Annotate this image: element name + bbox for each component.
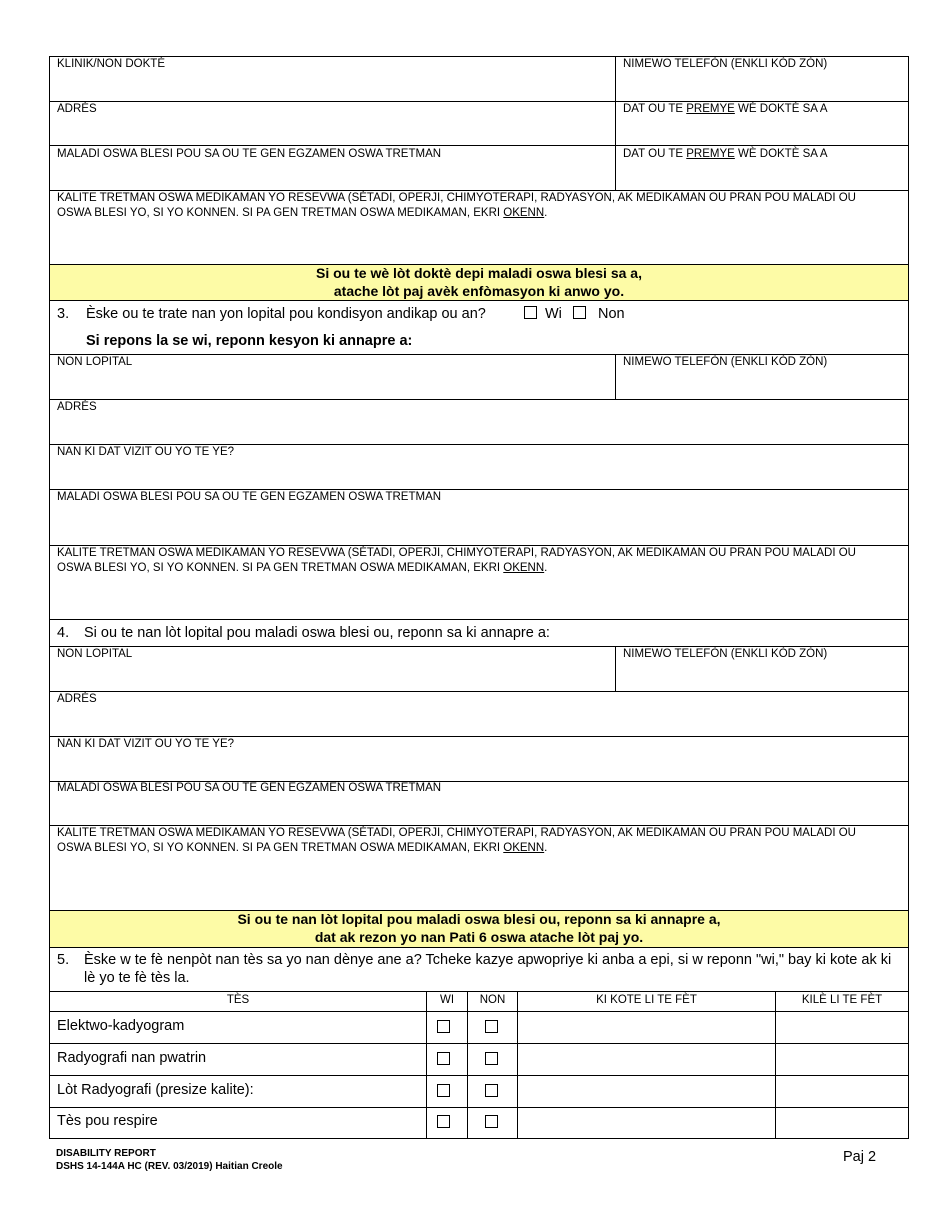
test-row-2-label: Radyografi nan pwatrin xyxy=(57,1050,207,1066)
q4-visit-date-label: NAN KI DAT VIZIT OU YO TE YE? xyxy=(57,738,235,750)
test-row-4-when-field[interactable] xyxy=(776,1108,908,1138)
q3-phone-label: NIMEWO TELEFÒN (ENKLI KÒD ZÒN) xyxy=(623,356,828,368)
doctor-condition-field[interactable] xyxy=(50,162,615,189)
q4-address-label: ADRÈS xyxy=(57,693,97,705)
page-number: Paj 2 xyxy=(843,1149,877,1165)
test-row-3-no-checkbox[interactable] xyxy=(485,1084,498,1097)
q3-condition-field[interactable] xyxy=(50,505,908,544)
doctor-address-field[interactable] xyxy=(50,117,615,144)
last-visit-date-label: DAT OU TE PREMYE WÈ DOKTÈ SA A xyxy=(623,148,828,160)
form-number: DSHS 14-144A HC (REV. 03/2019) Haitian Creole xyxy=(56,1161,283,1172)
q3-condition-label: MALADI OSWA BLESI POU SA OU TE GEN EGZAMEN OSWA TRETMAN xyxy=(57,491,442,503)
q4-phone-label: NIMEWO TELEFÒN (ENKLI KÒD ZÒN) xyxy=(623,648,828,660)
test-row-4-yes-checkbox[interactable] xyxy=(437,1115,450,1128)
test-row-4-no-checkbox[interactable] xyxy=(485,1115,498,1128)
q3-address-label: ADRÈS xyxy=(57,401,97,413)
test-row-1-yes-checkbox[interactable] xyxy=(437,1020,450,1033)
q4-hospital-name-label: NON LOPITAL xyxy=(57,648,133,660)
q3-yes-label: Wi xyxy=(545,306,562,322)
test-row-1-no-checkbox[interactable] xyxy=(485,1020,498,1033)
test-row-3-where-field[interactable] xyxy=(518,1076,775,1107)
q4-condition-field[interactable] xyxy=(50,796,908,824)
q3-no-checkbox[interactable] xyxy=(573,306,586,319)
q3-number: 3. xyxy=(57,306,70,322)
q3-address-field[interactable] xyxy=(50,415,908,443)
doctor-phone-field[interactable] xyxy=(616,72,908,100)
last-visit-date-field[interactable] xyxy=(616,162,908,189)
q3-treatment-label: KALITE TRETMAN OSWA MEDIKAMAN YO RESEVWA (SÈTADI, OPERJI, CHIMYOTERAPI, RADYASYON, AK MEDIKAMAN OU PRAN POU MALADI OU OSWA BLESI YO, SI YO KONNEN. SI PA GEN TRETMAN OSWA MEDIKAMAN, EKRI OKENN. xyxy=(57,547,856,574)
test-row-1-where-field[interactable] xyxy=(518,1012,775,1043)
q4-condition-label: MALADI OSWA BLESI POU SA OU TE GEN EGZAMEN OSWA TRETMAN xyxy=(57,782,442,794)
doctor-address-label: ADRÈS xyxy=(57,103,97,115)
notice-banner-2-line2: dat ak rezon yo nan Pati 6 oswa atache lòt paj yo. xyxy=(314,929,644,945)
notice-banner-1-line2: atache lòt paj avèk enfòmasyon ki anwo yo. xyxy=(333,283,625,299)
test-row-3-label: Lòt Radyografi (presize kalite): xyxy=(57,1082,254,1098)
doctor-phone-label: NIMEWO TELEFÒN (ENKLI KÒD ZÒN) xyxy=(623,58,828,70)
q3-hospital-name-field[interactable] xyxy=(50,370,615,398)
doctor-treatment-field[interactable] xyxy=(50,222,908,263)
clinic-name-label: KLINIK/NON DOKTÈ xyxy=(57,58,165,70)
test-row-4-label: Tès pou respire xyxy=(57,1113,158,1129)
q4-visit-date-field[interactable] xyxy=(50,752,908,780)
q4-number: 4. xyxy=(57,625,70,641)
test-row-1-label: Elektwo-kadyogram xyxy=(57,1018,185,1034)
q5-question: Èske w te fè nenpòt nan tès sa yo nan dènye ane a? Tcheke kazye apwopriye ki anba a epi, si w reponn "wi," bay ki kote ak ki lè yo te fè tès la. xyxy=(84,952,892,986)
q3-visit-date-field[interactable] xyxy=(50,460,908,488)
tests-header-when: KILÈ LI TE FÈT xyxy=(801,994,883,1006)
q4-treatment-label: KALITE TRETMAN OSWA MEDIKAMAN YO RESEVWA (SÈTADI, OPERJI, CHIMYOTERAPI, RADYASYON, AK MEDIKAMAN OU PRAN POU MALADI OU OSWA BLESI YO, SI YO KONNEN. SI PA GEN TRETMAN OSWA MEDIKAMAN, EKRI OKENN. xyxy=(57,827,856,854)
q4-phone-field[interactable] xyxy=(616,662,908,690)
test-row-2-no-checkbox[interactable] xyxy=(485,1052,498,1065)
test-row-3-when-field[interactable] xyxy=(776,1076,908,1107)
test-row-4-where-field[interactable] xyxy=(518,1108,775,1138)
clinic-name-field[interactable] xyxy=(50,72,615,100)
notice-banner-1-line1: Si ou te wè lòt doktè depi maladi oswa blesi sa a, xyxy=(316,265,642,281)
q3-phone-field[interactable] xyxy=(616,370,908,398)
test-row-2-when-field[interactable] xyxy=(776,1044,908,1075)
test-row-2-yes-checkbox[interactable] xyxy=(437,1052,450,1065)
first-visit-date-field[interactable] xyxy=(616,117,908,144)
q5-number: 5. xyxy=(57,952,70,968)
notice-banner-2-line1: Si ou te nan lòt lopital pou maladi oswa blesi ou, reponn sa ki annapre a, xyxy=(237,911,721,927)
tests-header-no: NON xyxy=(479,994,506,1006)
test-row-1-when-field[interactable] xyxy=(776,1012,908,1043)
first-visit-date-label: DAT OU TE PREMYE WÈ DOKTÈ SA A xyxy=(623,103,828,115)
q3-followup-instruction: Si repons la se wi, reponn kesyon ki annapre a: xyxy=(86,333,413,349)
q4-question: Si ou te nan lòt lopital pou maladi oswa blesi ou, reponn sa ki annapre a: xyxy=(84,625,550,641)
doctor-condition-label: MALADI OSWA BLESI POU SA OU TE GEN EGZAMEN OSWA TRETMAN xyxy=(57,148,442,160)
doctor-treatment-label: KALITE TRETMAN OSWA MEDIKAMAN YO RESEVWA (SÈTADI, OPERJI, CHIMYOTERAPI, RADYASYON, AK MEDIKAMAN OU PRAN POU MALADI OU OSWA BLESI YO, SI YO KONNEN. SI PA GEN TRETMAN OSWA MEDIKAMAN, EKRI OKENN. xyxy=(57,192,856,219)
form-title: DISABILITY REPORT xyxy=(56,1148,156,1159)
q4-treatment-field[interactable] xyxy=(50,857,908,909)
q3-question: Èske ou te trate nan yon lopital pou kondisyon andikap ou an? xyxy=(86,306,486,322)
tests-header-yes: WI xyxy=(439,994,455,1006)
tests-header-where: KI KOTE LI TE FÈT xyxy=(596,994,697,1006)
q3-yes-checkbox[interactable] xyxy=(524,306,537,319)
q3-visit-date-label: NAN KI DAT VIZIT OU YO TE YE? xyxy=(57,446,235,458)
q3-hospital-name-label: NON LOPITAL xyxy=(57,356,133,368)
tests-header-test: TÈS xyxy=(226,994,250,1006)
q4-hospital-name-field[interactable] xyxy=(50,662,615,690)
q3-no-label: Non xyxy=(598,306,625,322)
test-row-3-yes-checkbox[interactable] xyxy=(437,1084,450,1097)
test-row-2-where-field[interactable] xyxy=(518,1044,775,1075)
q3-treatment-field[interactable] xyxy=(50,577,908,618)
q4-address-field[interactable] xyxy=(50,707,908,735)
